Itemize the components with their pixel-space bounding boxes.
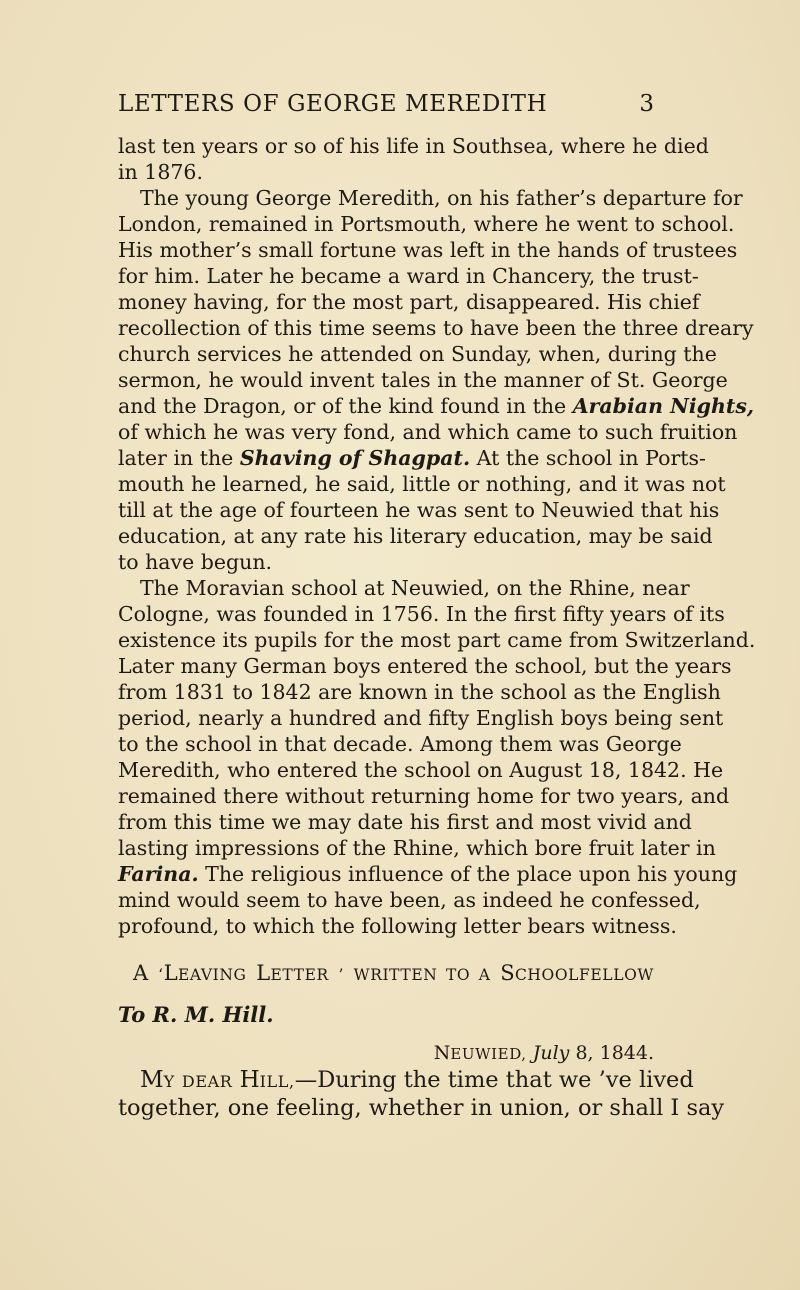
- text-run: and the Dragon, or of the kind found in the: [118, 394, 567, 418]
- text-line: London, remained in Portsmouth, where he went to school.: [118, 212, 735, 236]
- letter-dateline: NEUWIED, July 8, 1844.: [433, 1042, 654, 1064]
- text-line: mouth he learned, he said, little or nothing, and it was not: [118, 472, 726, 496]
- text-line: His mother’s small fortune was left in the hands of trustees: [118, 238, 738, 262]
- book-title-shaving-of-shagpat: Shaving of Shagpat.: [239, 446, 471, 470]
- book-title-farina: Farina.: [118, 862, 199, 886]
- text-line: from 1831 to 1842 are known in the school as the English: [118, 680, 721, 704]
- text-line: in 1876.: [118, 160, 203, 184]
- text-line: of which he was very fond, and which came to such fruition: [118, 420, 738, 444]
- letter-salutation-line: MY DEAR HILL,—During the time that we ’ve lived: [140, 1067, 694, 1093]
- text-line: remained there without returning home for two years, and: [118, 784, 730, 808]
- page-header: [118, 91, 654, 121]
- running-title: LETTERS OF GEORGE MEREDITH: [118, 91, 548, 117]
- text-line: [118, 861, 738, 887]
- text-line: Cologne, was founded in 1756. In the first fifty years of its: [118, 602, 725, 626]
- text-line: profound, to which the following letter bears witness.: [118, 914, 677, 938]
- text-line: sermon, he would invent tales in the manner of St. George: [118, 368, 728, 392]
- page-number: 3: [639, 91, 654, 117]
- text-line: The Moravian school at Neuwied, on the Rhine, near: [140, 576, 690, 600]
- text-run: later in the: [118, 446, 234, 470]
- text-line: money having, for the most part, disappeared. His chief: [118, 290, 700, 314]
- text-run: At the school in Ports-: [476, 446, 706, 470]
- text-line: Meredith, who entered the school on August 18, 1842. He: [118, 758, 724, 782]
- letter-addressee: To R. M. Hill.: [118, 1002, 274, 1027]
- text-run: The religious influence of the place upon his young: [205, 862, 738, 886]
- text-line: recollection of this time seems to have been the three dreary: [118, 316, 754, 340]
- text-line: [118, 393, 755, 419]
- text-line: education, at any rate his literary education, may be said: [118, 524, 713, 548]
- section-heading: A ‘LEAVING LETTER ’ WRITTEN TO A SCHOOLFELLOW: [133, 961, 654, 985]
- text-line: mind would seem to have been, as indeed he confessed,: [118, 888, 701, 912]
- text-line: lasting impressions of the Rhine, which bore fruit later in: [118, 836, 716, 860]
- text-line: from this time we may date his first and most vivid and: [118, 810, 692, 834]
- text-line: to have begun.: [118, 550, 273, 574]
- letter-body-line: together, one feeling, whether in union, or shall I say: [118, 1095, 725, 1121]
- text-line: to the school in that decade. Among them was George: [118, 732, 682, 756]
- text-line: for him. Later he became a ward in Chancery, the trust-: [118, 264, 699, 288]
- text-line: till at the age of fourteen he was sent to Neuwied that his: [118, 498, 720, 522]
- text-line: church services he attended on Sunday, when, during the: [118, 342, 717, 366]
- text-line: Later many German boys entered the school, but the years: [118, 654, 732, 678]
- text-line: [118, 445, 706, 471]
- book-title-arabian-nights: Arabian Nights,: [572, 394, 755, 418]
- text-line: The young George Meredith, on his father’s departure for: [140, 186, 743, 210]
- text-line: existence its pupils for the most part came from Switzerland.: [118, 628, 756, 652]
- text-line: last ten years or so of his life in Southsea, where he died: [118, 134, 709, 158]
- text-line: period, nearly a hundred and fifty English boys being sent: [118, 706, 724, 730]
